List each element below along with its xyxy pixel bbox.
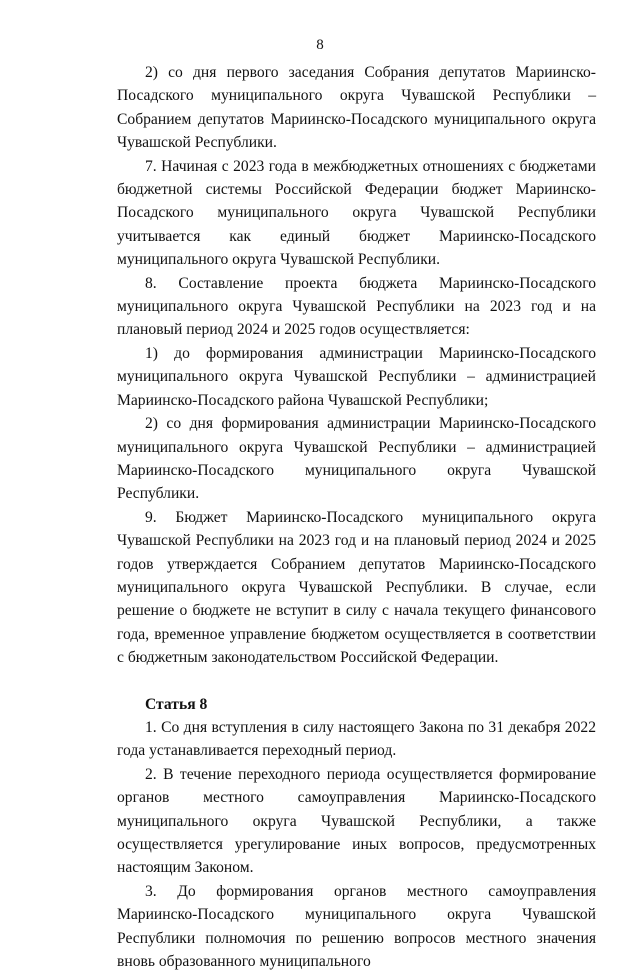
- document-body: [117, 61, 596, 973]
- article-paragraph-2: 2. В течение переходного периода осуществляется формирование органов местного самоуправления Мариинско-Посадского муниципального округа Чувашской Республики, а также осуществляется урегулирование иных вопросов, предусмотренных настоящим Законом.: [117, 765, 596, 877]
- article-paragraph-1: 1. Со дня вступления в силу настоящего Закона по 31 декабря 2022 года устанавливается переходный период.: [117, 718, 596, 760]
- page-number: 8: [316, 37, 324, 53]
- paragraph-9-budget-approval: 9. Бюджет Мариинско-Посадского муниципального округа Чувашской Республики на 2023 год и на плановый период 2024 и 2025 годов утверждается Собранием депутатов Мариинско-Посадского муниципального округа Чувашской Республики. В случае, если решение о бюджете не вступит в силу с начала текущего финансового года, временное управление бюджетом осуществляется в соответствии с бюджетным законодательством Российской Федерации.: [117, 508, 596, 667]
- paragraph-8-subitem-2: 2) со дня формирования администрации Мариинско-Посадского муниципального округа Чувашской Республики – администрацией Мариинско-Посадского муниципального округа Чувашской Республики.: [117, 415, 596, 503]
- paragraph-8-budget-drafting: 8. Составление проекта бюджета Мариинско-Посадского муниципального округа Чувашской Республики на 2023 год и на плановый период 2024 и 2025 годов осуществляется:: [117, 274, 596, 339]
- paragraph-8-subitem-1: 1) до формирования администрации Мариинско-Посадского муниципального округа Чувашской Республики – администрацией Мариинско-Посадского района Чувашской Республики;: [117, 344, 596, 409]
- article-heading: Статья 8: [145, 695, 208, 713]
- paragraph-7-interbudget-relations: 7. Начиная с 2023 года в межбюджетных отношениях с бюджетами бюджетной системы Российской Федерации бюджет Мариинско-Посадского муниципального округа Чувашской Республики учитывается как единый бюджет Мариинско-Посадского муниципального округа Чувашской Республики.: [117, 157, 596, 269]
- article-paragraph-3: 3. До формирования органов местного самоуправления Мариинско-Посадского муниципального округа Чувашской Республики полномочия по решению вопросов местного значения вновь образованного муниципального: [117, 882, 596, 971]
- paragraph-item-2-representative-body: 2) со дня первого заседания Собрания депутатов Мариинско-Посадского муниципального округа Чувашской Республики – Собранием депутатов Мариинско-Посадского муниципального округа Чувашской Республики.: [117, 64, 596, 152]
